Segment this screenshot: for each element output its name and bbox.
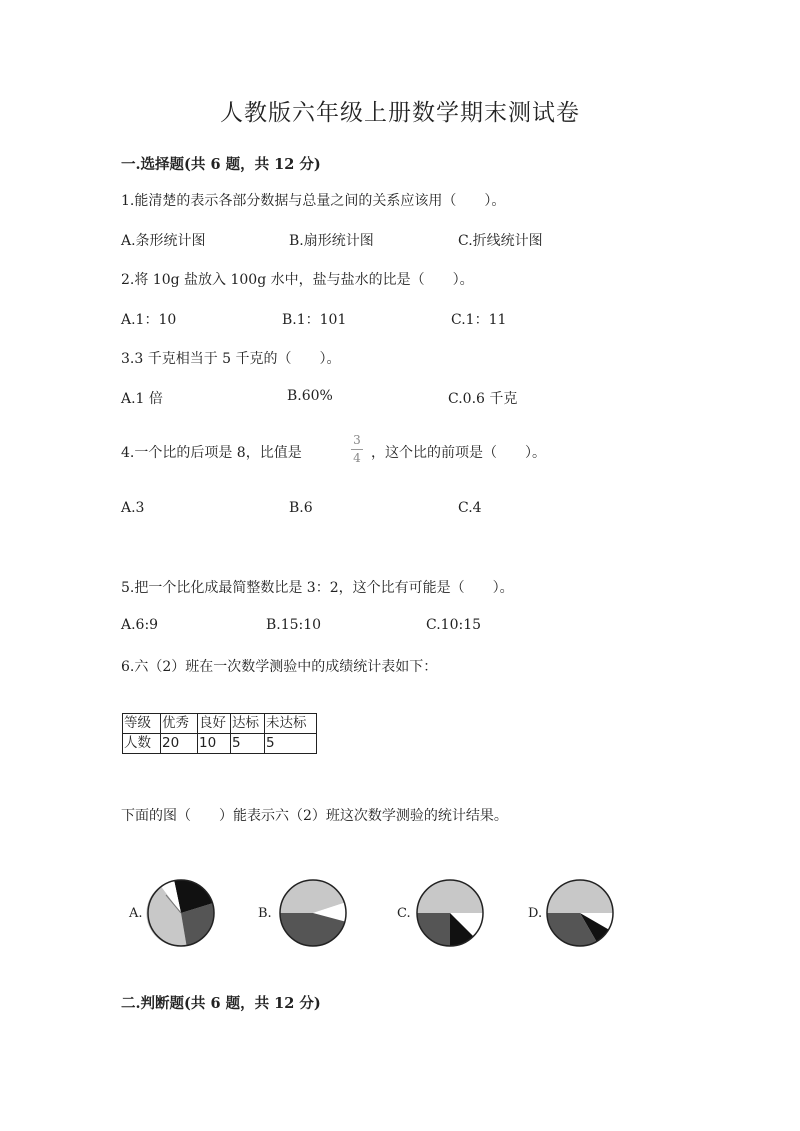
q2-option-a: A.1：10 <box>121 312 177 328</box>
pie-b <box>280 880 346 946</box>
pie-option-b-label: B. <box>258 906 272 921</box>
table-cell: 20 <box>161 734 198 754</box>
pie-option-a-label: A. <box>129 906 143 921</box>
q4-option-a: A.3 <box>121 500 145 516</box>
pie-option-c-label: C. <box>397 906 411 921</box>
table-cell: 10 <box>198 734 231 754</box>
q2-option-b: B.1：101 <box>282 312 347 328</box>
pie-option-d-label: D. <box>528 906 543 921</box>
question-4-suffix: ，这个比的前项是（ ）。 <box>371 445 546 461</box>
table-cell: 未达标 <box>265 714 317 734</box>
q4-option-c: C.4 <box>458 500 482 516</box>
table-cell: 5 <box>231 734 265 754</box>
question-1: 1.能清楚的表示各部分数据与总量之间的关系应该用（ ）。 <box>121 193 506 209</box>
q5-option-b: B.15:10 <box>266 617 322 633</box>
q1-option-c: C.折线统计图 <box>458 233 543 249</box>
table-cell: 达标 <box>231 714 265 734</box>
question-4-prefix: 4.一个比的后项是 8，比值是 <box>121 445 302 461</box>
pie-a <box>146 880 214 946</box>
pie-d-slice-light <box>547 880 613 913</box>
table-cell: 人数 <box>123 734 161 754</box>
table-cell: 良好 <box>198 714 231 734</box>
q4-option-b: B.6 <box>289 500 313 516</box>
q3-option-a: A.1 倍 <box>121 391 163 407</box>
q1-option-b: B.扇形统计图 <box>289 233 374 249</box>
q2-option-c: C.1：11 <box>451 312 507 328</box>
page-title: 人教版六年级上册数学期末测试卷 <box>220 100 580 126</box>
q3-option-b: B.60% <box>287 388 333 404</box>
fraction-denominator: 4 <box>353 451 361 465</box>
table-cell: 5 <box>265 734 317 754</box>
table-cell: 等级 <box>123 714 161 734</box>
table-cell: 优秀 <box>161 714 198 734</box>
question-5: 5.把一个比化成最简整数比是 3：2，这个比有可能是（ ）。 <box>121 580 514 596</box>
pie-c <box>417 880 483 946</box>
q5-option-a: A.6:9 <box>121 617 159 633</box>
fraction-numerator: 3 <box>351 433 363 450</box>
q5-option-c: C.10:15 <box>426 617 482 633</box>
q3-option-c: C.0.6 千克 <box>448 391 518 407</box>
pie-c-slice-light <box>417 880 483 913</box>
pie-d <box>547 880 613 946</box>
question-6-followup: 下面的图（ ）能表示六（2）班这次数学测验的统计结果。 <box>121 808 508 824</box>
section-heading-judgment: 二.判断题(共 6 题，共 12 分) <box>121 995 321 1012</box>
q1-option-a: A.条形统计图 <box>121 233 206 249</box>
question-6: 6.六（2）班在一次数学测验中的成绩统计表如下： <box>121 659 438 675</box>
section-heading-choice: 一.选择题(共 6 题，共 12 分) <box>121 156 321 173</box>
question-3: 3.3 千克相当于 5 千克的（ ）。 <box>121 351 341 367</box>
question-2: 2.将 10g 盐放入 100g 水中，盐与盐水的比是（ ）。 <box>121 272 474 288</box>
